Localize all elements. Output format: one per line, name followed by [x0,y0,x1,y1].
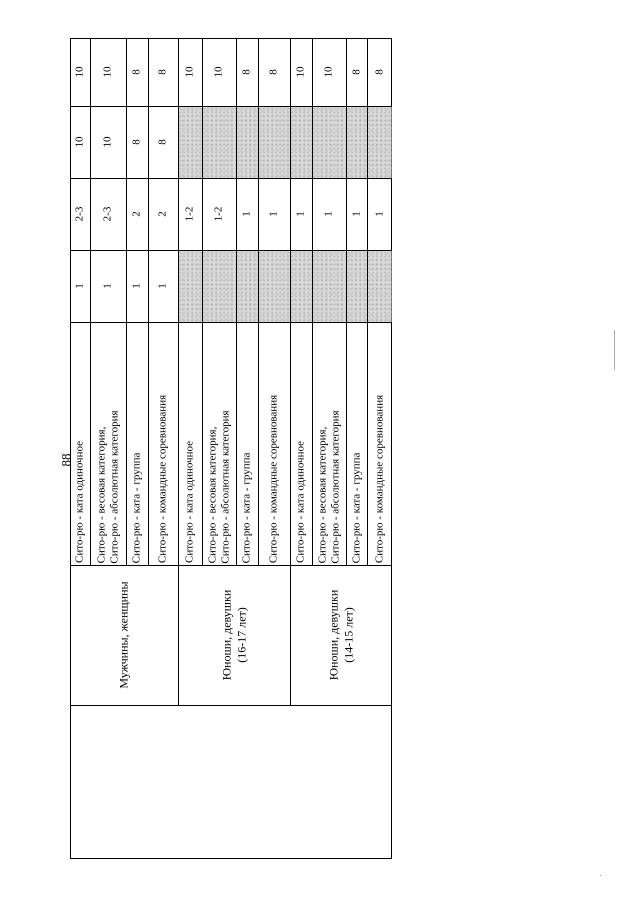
value-c3: 8 [156,139,169,145]
shaded-cell [313,107,346,178]
value-c4: 8 [130,69,143,75]
row-divider-2 [126,38,127,565]
group-label: Юноши, девушки [326,589,340,681]
group-left-divider [70,705,392,706]
value-c4: 10 [73,66,86,78]
group-divider-2 [290,565,291,705]
discipline-text: Сито-рю - командные соревнования [267,394,280,564]
value-c1: 1 [101,283,114,289]
column-divider-2 [70,178,392,179]
shaded-cell [347,107,367,178]
row-divider-1 [90,38,91,565]
discipline-text: Сито-рю - ката - группа [130,452,143,563]
shaded-cell [291,107,312,178]
group-label: Мужчины, женщины [116,581,131,689]
value-c2: 1 [267,211,280,217]
value-c1: 1 [73,283,86,289]
value-c1: 1 [130,283,143,289]
shaded-cell [237,107,258,178]
discipline-text: Сито-рю - ката одиночное [73,441,86,563]
scan-mark-lower-right [600,875,601,876]
discipline-text: Сито-рю - ката одиночное [183,441,196,563]
page-number-text: 88 [58,453,74,467]
value-c2: 2 [156,211,169,217]
value-c3: 8 [130,139,143,145]
group-divider-1 [178,565,179,705]
discipline-text: Сито-рю - абсолютная категория [219,409,231,564]
value-c2: 2 [130,211,143,217]
value-c4: 8 [267,69,280,75]
shaded-cell [203,251,236,322]
shaded-cell [368,251,392,322]
discipline-text: Сито-рю - весовая категория, [316,426,328,563]
shaded-cell [203,107,236,178]
shaded-cell [179,107,202,178]
discipline-text: Сито-рю - командные соревнования [156,394,169,564]
shaded-cell [179,251,202,322]
scan-mark-right-edge [614,330,615,370]
group-label: (16-17 лет) [234,607,248,663]
value-c2: 1 [240,211,253,217]
value-c4: 10 [212,66,225,78]
value-c4: 8 [350,69,362,75]
shaded-cell [313,251,346,322]
shaded-cell [237,251,258,322]
value-c3: 10 [73,136,86,148]
value-c4: 8 [373,69,385,75]
value-c2: 1 [294,211,307,217]
discipline-text: Сито-рю - абсолютная категория [108,409,120,564]
discipline-text: Сито-рю - ката - группа [350,452,362,563]
column-divider-4 [70,322,392,323]
value-c2: 1-2 [212,206,225,222]
value-c4: 10 [101,66,114,78]
value-c2: 1 [350,211,362,217]
discipline-group-divider [70,565,392,566]
group-label: (14-15 лет) [341,607,355,663]
row-divider-3 [148,38,149,565]
discipline-text: Сито-рю - весовая категория, [206,426,218,563]
value-c2: 2-3 [101,206,114,222]
shaded-cell [347,251,367,322]
discipline-text: Сито-рю - ката одиночное [294,441,307,563]
value-c2: 1 [373,211,385,217]
value-c4: 10 [183,66,196,78]
value-c1: 1 [156,283,169,289]
value-c4: 10 [322,66,335,78]
value-c3: 10 [101,136,114,148]
shaded-cell [259,107,290,178]
discipline-text: Сито-рю - абсолютная категория [329,409,341,564]
group-label: Юноши, девушки [219,589,233,681]
discipline-text: Сито-рю - командные соревнования [373,394,385,564]
value-c2: 1-2 [183,206,196,222]
value-c4: 10 [294,66,307,78]
shaded-cell [291,251,312,322]
discipline-text: Сито-рю - ката - группа [240,452,253,563]
value-c2: 2-3 [73,206,86,222]
discipline-text: Сито-рю - весовая категория, [95,426,107,563]
shaded-cell [368,107,392,178]
value-c4: 8 [156,69,169,75]
value-c4: 8 [240,69,253,75]
value-c2: 1 [322,211,335,217]
shaded-cell [259,251,290,322]
